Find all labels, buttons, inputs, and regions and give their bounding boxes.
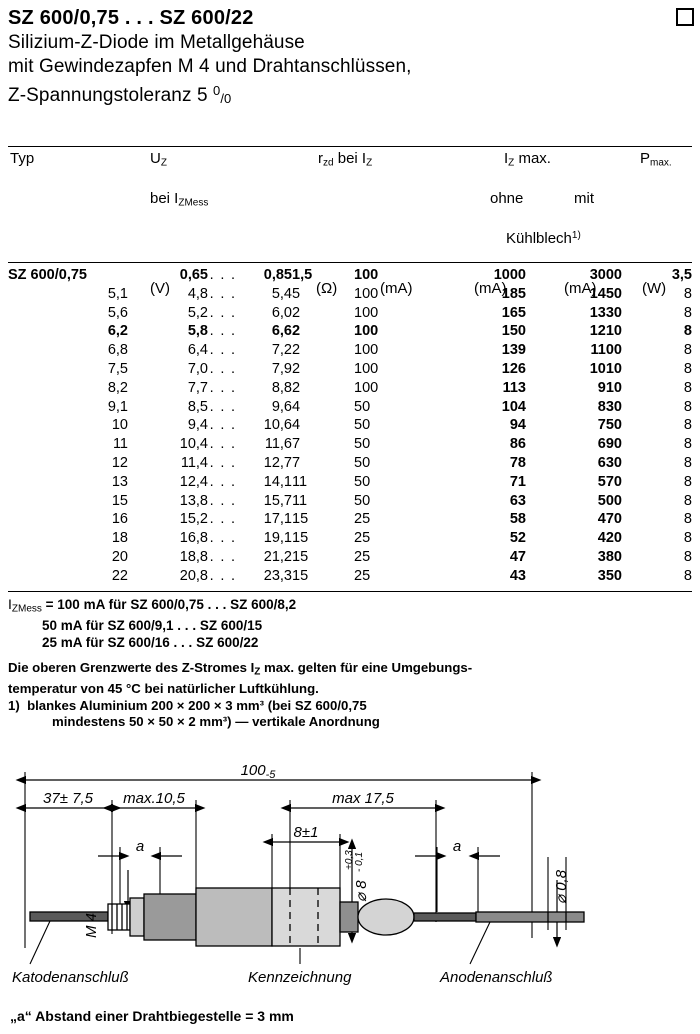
cell-typ: 9,1 <box>107 398 128 415</box>
cell-iz-max-mit: 1210 <box>589 323 622 340</box>
cell-range-dots: . . . <box>209 417 237 434</box>
cell-iz-max-ohne: 139 <box>501 342 526 359</box>
cell-iz-test: 100 <box>354 304 379 321</box>
cell-iz-test: 25 <box>354 567 371 584</box>
cell-pmax: 8 <box>683 342 692 359</box>
cell-rzd: 7 <box>292 454 301 471</box>
th-pmax: $P_{max.}$ <box>640 150 672 169</box>
cell-pmax: 8 <box>683 285 692 302</box>
table-row <box>8 455 692 474</box>
table-row <box>8 511 692 530</box>
dim-a-right: a <box>452 838 462 855</box>
table-row <box>8 436 692 455</box>
cell-iz-max-ohne: 104 <box>501 398 526 415</box>
cell-pmax: 8 <box>683 567 692 584</box>
note-footnote-line-2: mindestens 50 × 50 × 2 mm³) — vertikale Anordnung <box>52 714 380 729</box>
cell-rzd: 7 <box>292 436 301 453</box>
th-ohne: ohne <box>490 190 524 207</box>
table-row <box>8 323 692 342</box>
cell-typ: 8,2 <box>107 379 128 396</box>
cell-iz-test: 50 <box>354 454 371 471</box>
cell-uz-min: 18,8 <box>179 548 208 565</box>
cell-uz-max: 17,1 <box>263 511 292 528</box>
cell-rzd: 2 <box>292 323 301 340</box>
cell-iz-test: 100 <box>354 342 379 359</box>
notes-bold-block <box>8 660 692 731</box>
cell-pmax: 8 <box>683 379 692 396</box>
cell-pmax: 8 <box>683 492 692 509</box>
tolerance-denominator: /0 <box>220 90 232 106</box>
th-rzd: $r_{zd}$ bei $I_Z$ <box>318 150 373 169</box>
cell-range-dots: . . . <box>209 530 237 547</box>
cell-iz-max-mit: 420 <box>597 530 622 547</box>
cell-uz-max: 7,2 <box>271 342 292 359</box>
cell-typ: 5,6 <box>107 304 128 321</box>
cell-pmax: 8 <box>683 548 692 565</box>
cell-iz-max-ohne: 86 <box>509 436 526 453</box>
th-unit-w: (W) <box>642 280 667 297</box>
cell-uz-min: 20,8 <box>179 567 208 584</box>
cell-range-dots: . . . <box>209 267 237 283</box>
cell-rzd: 15 <box>292 530 309 547</box>
cell-uz-max: 14,1 <box>263 473 292 490</box>
dim-a-left: a <box>135 838 145 855</box>
subtitle-line-1: Silizium-Z-Diode im Metallgehäuse <box>8 32 305 53</box>
note-izmess-line-3: 25 mA für SZ 600/16 . . . SZ 600/22 <box>42 634 259 650</box>
rule-above-table-head <box>8 146 692 147</box>
cell-pmax: 8 <box>683 511 692 528</box>
table-row <box>8 286 692 305</box>
cell-typ: 10 <box>111 417 128 434</box>
notes-block <box>8 596 692 651</box>
cell-uz-min: 9,4 <box>187 417 208 434</box>
cell-rzd: 15 <box>292 548 309 565</box>
subtitle-line-2: mit Gewindezapfen M 4 und Drahtanschlüssen, <box>8 56 412 77</box>
th-uz: $U_Z$ <box>150 150 167 169</box>
cell-iz-max-ohne: 47 <box>509 548 526 565</box>
cell-iz-test: 50 <box>354 473 371 490</box>
dim-phi8: ⌀ 8 <box>353 880 370 902</box>
cell-iz-max-mit: 350 <box>597 567 622 584</box>
label-katodenanschluss: Katodenanschluß <box>12 969 129 986</box>
table-row <box>8 305 692 324</box>
cell-iz-max-mit: 3000 <box>589 267 622 283</box>
cell-uz-max: 9,6 <box>271 398 292 415</box>
cell-iz-test: 50 <box>354 417 371 434</box>
cell-uz-min: 13,8 <box>179 492 208 509</box>
cell-iz-test: 25 <box>354 548 371 565</box>
label-anodenanschluss: Anodenanschluß <box>440 969 553 986</box>
cell-iz-max-mit: 750 <box>597 417 622 434</box>
rule-below-table <box>8 591 692 592</box>
cell-typ: 12 <box>111 454 128 471</box>
cell-iz-max-mit: 470 <box>597 511 622 528</box>
th-typ: Typ <box>10 150 35 167</box>
cell-iz-max-ohne: 1000 <box>493 267 526 283</box>
cell-iz-test: 100 <box>354 285 379 302</box>
dim-m4: M 4 <box>83 912 100 938</box>
cell-pmax: 8 <box>683 398 692 415</box>
table-row <box>8 493 692 512</box>
dim-phi8-tol-bot: - 0,1 <box>354 851 365 872</box>
note-temp-line-2: temperatur von 45 °C bei natürlicher Luftkühlung. <box>8 681 319 696</box>
cell-typ: 15 <box>111 492 128 509</box>
cell-typ: 6,8 <box>107 342 128 359</box>
tolerance-text: Z-Spannungstoleranz 5 <box>8 84 213 106</box>
cell-uz-max: 6,0 <box>271 304 292 321</box>
cell-iz-max-ohne: 71 <box>509 473 526 490</box>
cell-iz-max-ohne: 165 <box>501 304 526 321</box>
cell-range-dots: . . . <box>209 567 237 584</box>
cell-uz-min: 8,5 <box>187 398 208 415</box>
cell-uz-min: 6,4 <box>187 342 208 359</box>
note-izmess-line-1: $I_{ZMess} = 100$ mA für SZ 600/0,75 . . . SZ 600/8,2 <box>8 596 297 615</box>
cell-typ: 5,1 <box>107 285 128 302</box>
cell-iz-test: 100 <box>354 379 379 396</box>
cell-uz-min: 11,4 <box>180 454 208 471</box>
cell-rzd: 15 <box>292 567 309 584</box>
cell-pmax: 8 <box>683 304 692 321</box>
th-mit: mit <box>574 190 594 207</box>
tolerance-numerator: 0 <box>213 83 221 98</box>
cell-typ: 7,5 <box>107 360 128 377</box>
cell-range-dots: . . . <box>209 398 237 415</box>
cell-iz-max-mit: 500 <box>597 492 622 509</box>
cell-uz-max: 7,9 <box>271 360 292 377</box>
cell-iz-max-mit: 380 <box>597 548 622 565</box>
cell-uz-min: 15,2 <box>179 511 208 528</box>
document-header <box>8 6 692 111</box>
note-izmess-line-2: 50 mA für SZ 600/9,1 . . . SZ 600/15 <box>42 618 263 633</box>
cell-iz-max-mit: 1330 <box>589 304 622 321</box>
cell-range-dots: . . . <box>209 323 237 340</box>
cell-uz-max: 23,3 <box>263 567 292 584</box>
cell-uz-max: 0,85 <box>263 267 292 283</box>
cell-iz-max-mit: 570 <box>597 473 622 490</box>
cell-uz-min: 12,4 <box>179 473 208 490</box>
cell-iz-max-ohne: 94 <box>509 417 526 434</box>
cell-iz-test: 100 <box>354 323 379 340</box>
th-unit-v: (V) <box>150 280 170 297</box>
th-uz-sub-line: bei $I_{ZMess}$ <box>150 190 209 209</box>
cell-iz-max-mit: 1450 <box>589 285 622 302</box>
cell-range-dots: . . . <box>209 511 237 528</box>
rule-below-table-head <box>8 262 692 263</box>
note-footnote-line-1: 1) blankes Aluminium 200 × 200 × 3 mm³ (bei SZ 600/0,75 <box>8 697 367 713</box>
cell-iz-max-mit: 910 <box>597 379 622 396</box>
cell-iz-max-mit: 1010 <box>589 360 622 377</box>
cell-pmax: 8 <box>683 454 692 471</box>
cell-typ: 11 <box>112 436 128 453</box>
cell-pmax: 8 <box>683 323 692 340</box>
cell-rzd: 4 <box>292 398 301 415</box>
th-unit-ma-ohne: (mA) <box>474 280 507 297</box>
cell-typ: 13 <box>111 473 128 490</box>
cell-uz-min: 5,2 <box>187 304 208 321</box>
cell-typ: SZ 600/0,75 <box>8 267 87 283</box>
cell-range-dots: . . . <box>209 492 237 509</box>
dim-max-105: max.10,5 <box>123 790 185 807</box>
cell-iz-max-ohne: 63 <box>509 492 526 509</box>
cell-uz-min: 5,8 <box>187 323 208 340</box>
cell-rzd: 11 <box>292 473 308 490</box>
table-row <box>8 361 692 380</box>
cell-range-dots: . . . <box>209 304 237 321</box>
th-iz-max: $I_Z$ max. <box>504 150 551 169</box>
cell-iz-max-ohne: 150 <box>501 323 526 340</box>
cell-iz-max-ohne: 43 <box>509 567 526 584</box>
cell-range-dots: . . . <box>209 360 237 377</box>
cell-uz-min: 4,8 <box>187 285 208 302</box>
dim-left-length: 37± 7,5 <box>43 790 93 807</box>
mechanical-drawing <box>0 752 700 1004</box>
cell-iz-max-mit: 630 <box>597 454 622 471</box>
cell-iz-max-ohne: 52 <box>509 530 526 547</box>
dim-total-length: $100_{-5}$ <box>240 762 276 781</box>
cell-rzd: 2 <box>292 379 301 396</box>
cell-rzd: 4 <box>292 417 301 434</box>
cell-range-dots: . . . <box>209 342 237 359</box>
cell-uz-max: 19,1 <box>263 530 292 547</box>
cell-uz-max: 8,8 <box>271 379 292 396</box>
cell-iz-test: 25 <box>354 530 371 547</box>
table-row <box>8 342 692 361</box>
cell-pmax: 8 <box>683 360 692 377</box>
note-temp-line-1: Die oberen Grenzwerte des Z-Stromes $I_Z$ max. gelten für eine Umgebungs- <box>8 660 473 678</box>
cell-iz-test: 50 <box>354 492 371 509</box>
cell-range-dots: . . . <box>209 548 237 565</box>
subtitle-line-3 <box>8 79 692 111</box>
cell-uz-min: 7,7 <box>187 379 208 396</box>
cell-uz-min: 16,8 <box>179 530 208 547</box>
th-unit-ma-mit: (mA) <box>564 280 597 297</box>
table-row <box>8 417 692 436</box>
cell-range-dots: . . . <box>209 473 237 490</box>
cell-iz-max-mit: 690 <box>597 436 622 453</box>
cell-iz-test: 25 <box>354 511 371 528</box>
cell-pmax: 8 <box>683 417 692 434</box>
cell-uz-min: 7,0 <box>187 360 208 377</box>
cell-iz-max-ohne: 113 <box>502 379 526 396</box>
cell-pmax: 8 <box>683 473 692 490</box>
cell-rzd: 15 <box>292 511 309 528</box>
cell-iz-test: 100 <box>354 360 379 377</box>
table-row <box>8 568 692 587</box>
cell-uz-max: 12,7 <box>263 454 292 471</box>
table-body <box>8 267 692 587</box>
th-unit-ma-test: (mA) <box>380 280 413 297</box>
cell-iz-max-ohne: 58 <box>509 511 526 528</box>
cell-uz-max: 10,6 <box>263 417 292 434</box>
cell-uz-max: 21,2 <box>263 548 292 565</box>
cell-uz-max: 15,7 <box>263 492 292 509</box>
label-kennzeichnung: Kennzeichnung <box>248 969 352 986</box>
cell-typ: 20 <box>111 548 128 565</box>
drawing-svg <box>0 752 700 1004</box>
cell-iz-max-ohne: 126 <box>501 360 526 377</box>
cell-typ: 18 <box>111 530 128 547</box>
th-unit-ohm: (Ω) <box>316 280 338 297</box>
cell-iz-test: 50 <box>354 398 371 415</box>
cell-iz-max-ohne: 78 <box>509 454 526 471</box>
cell-iz-max-mit: 1100 <box>590 342 622 359</box>
table-row <box>8 549 692 568</box>
cell-iz-test: 100 <box>354 267 379 283</box>
cell-iz-test: 50 <box>354 436 371 453</box>
cell-typ: 6,2 <box>107 323 128 340</box>
table-row <box>8 267 692 286</box>
cell-uz-max: 6,6 <box>271 323 292 340</box>
cell-pmax: 8 <box>683 436 692 453</box>
cell-uz-min: 10,4 <box>179 436 208 453</box>
cell-range-dots: . . . <box>209 454 237 471</box>
cell-pmax: 3,5 <box>671 267 692 283</box>
dim-8pm1: 8±1 <box>293 824 319 841</box>
cell-iz-max-mit: 830 <box>597 398 622 415</box>
table-row <box>8 380 692 399</box>
dim-phi8-tol-top: +0,3 <box>344 850 355 870</box>
cell-pmax: 8 <box>683 530 692 547</box>
table-row <box>8 399 692 418</box>
cell-range-dots: . . . <box>209 379 237 396</box>
cell-rzd: 2 <box>292 360 301 377</box>
parameter-table <box>8 267 692 587</box>
dim-phi08: ⌀ 0,8 <box>553 869 570 904</box>
table-row <box>8 530 692 549</box>
cell-rzd: 5 <box>292 285 301 302</box>
cell-range-dots: . . . <box>209 285 237 302</box>
cell-uz-max: 11,6 <box>264 436 292 453</box>
th-kuehlblech: Kühlblech$^{1)}$ <box>506 230 581 247</box>
cell-uz-max: 5,4 <box>271 285 292 302</box>
cell-typ: 22 <box>111 567 128 584</box>
cell-rzd: 11 <box>292 492 308 509</box>
cell-iz-max-ohne: 185 <box>501 285 526 302</box>
cell-range-dots: . . . <box>209 436 237 453</box>
cell-typ: 16 <box>111 511 128 528</box>
cell-uz-min: 0,65 <box>179 267 208 283</box>
dim-max-175: max 17,5 <box>332 790 394 807</box>
cell-rzd: 2 <box>292 342 301 359</box>
cell-rzd: 2 <box>292 304 301 321</box>
table-row <box>8 474 692 493</box>
cell-rzd: 1,5 <box>292 267 313 283</box>
page-title: SZ 600/0,75 . . . SZ 600/22 <box>8 7 254 29</box>
drawing-caption: „a“ Abstand einer Drahtbiegestelle = 3 mm <box>10 1008 294 1024</box>
